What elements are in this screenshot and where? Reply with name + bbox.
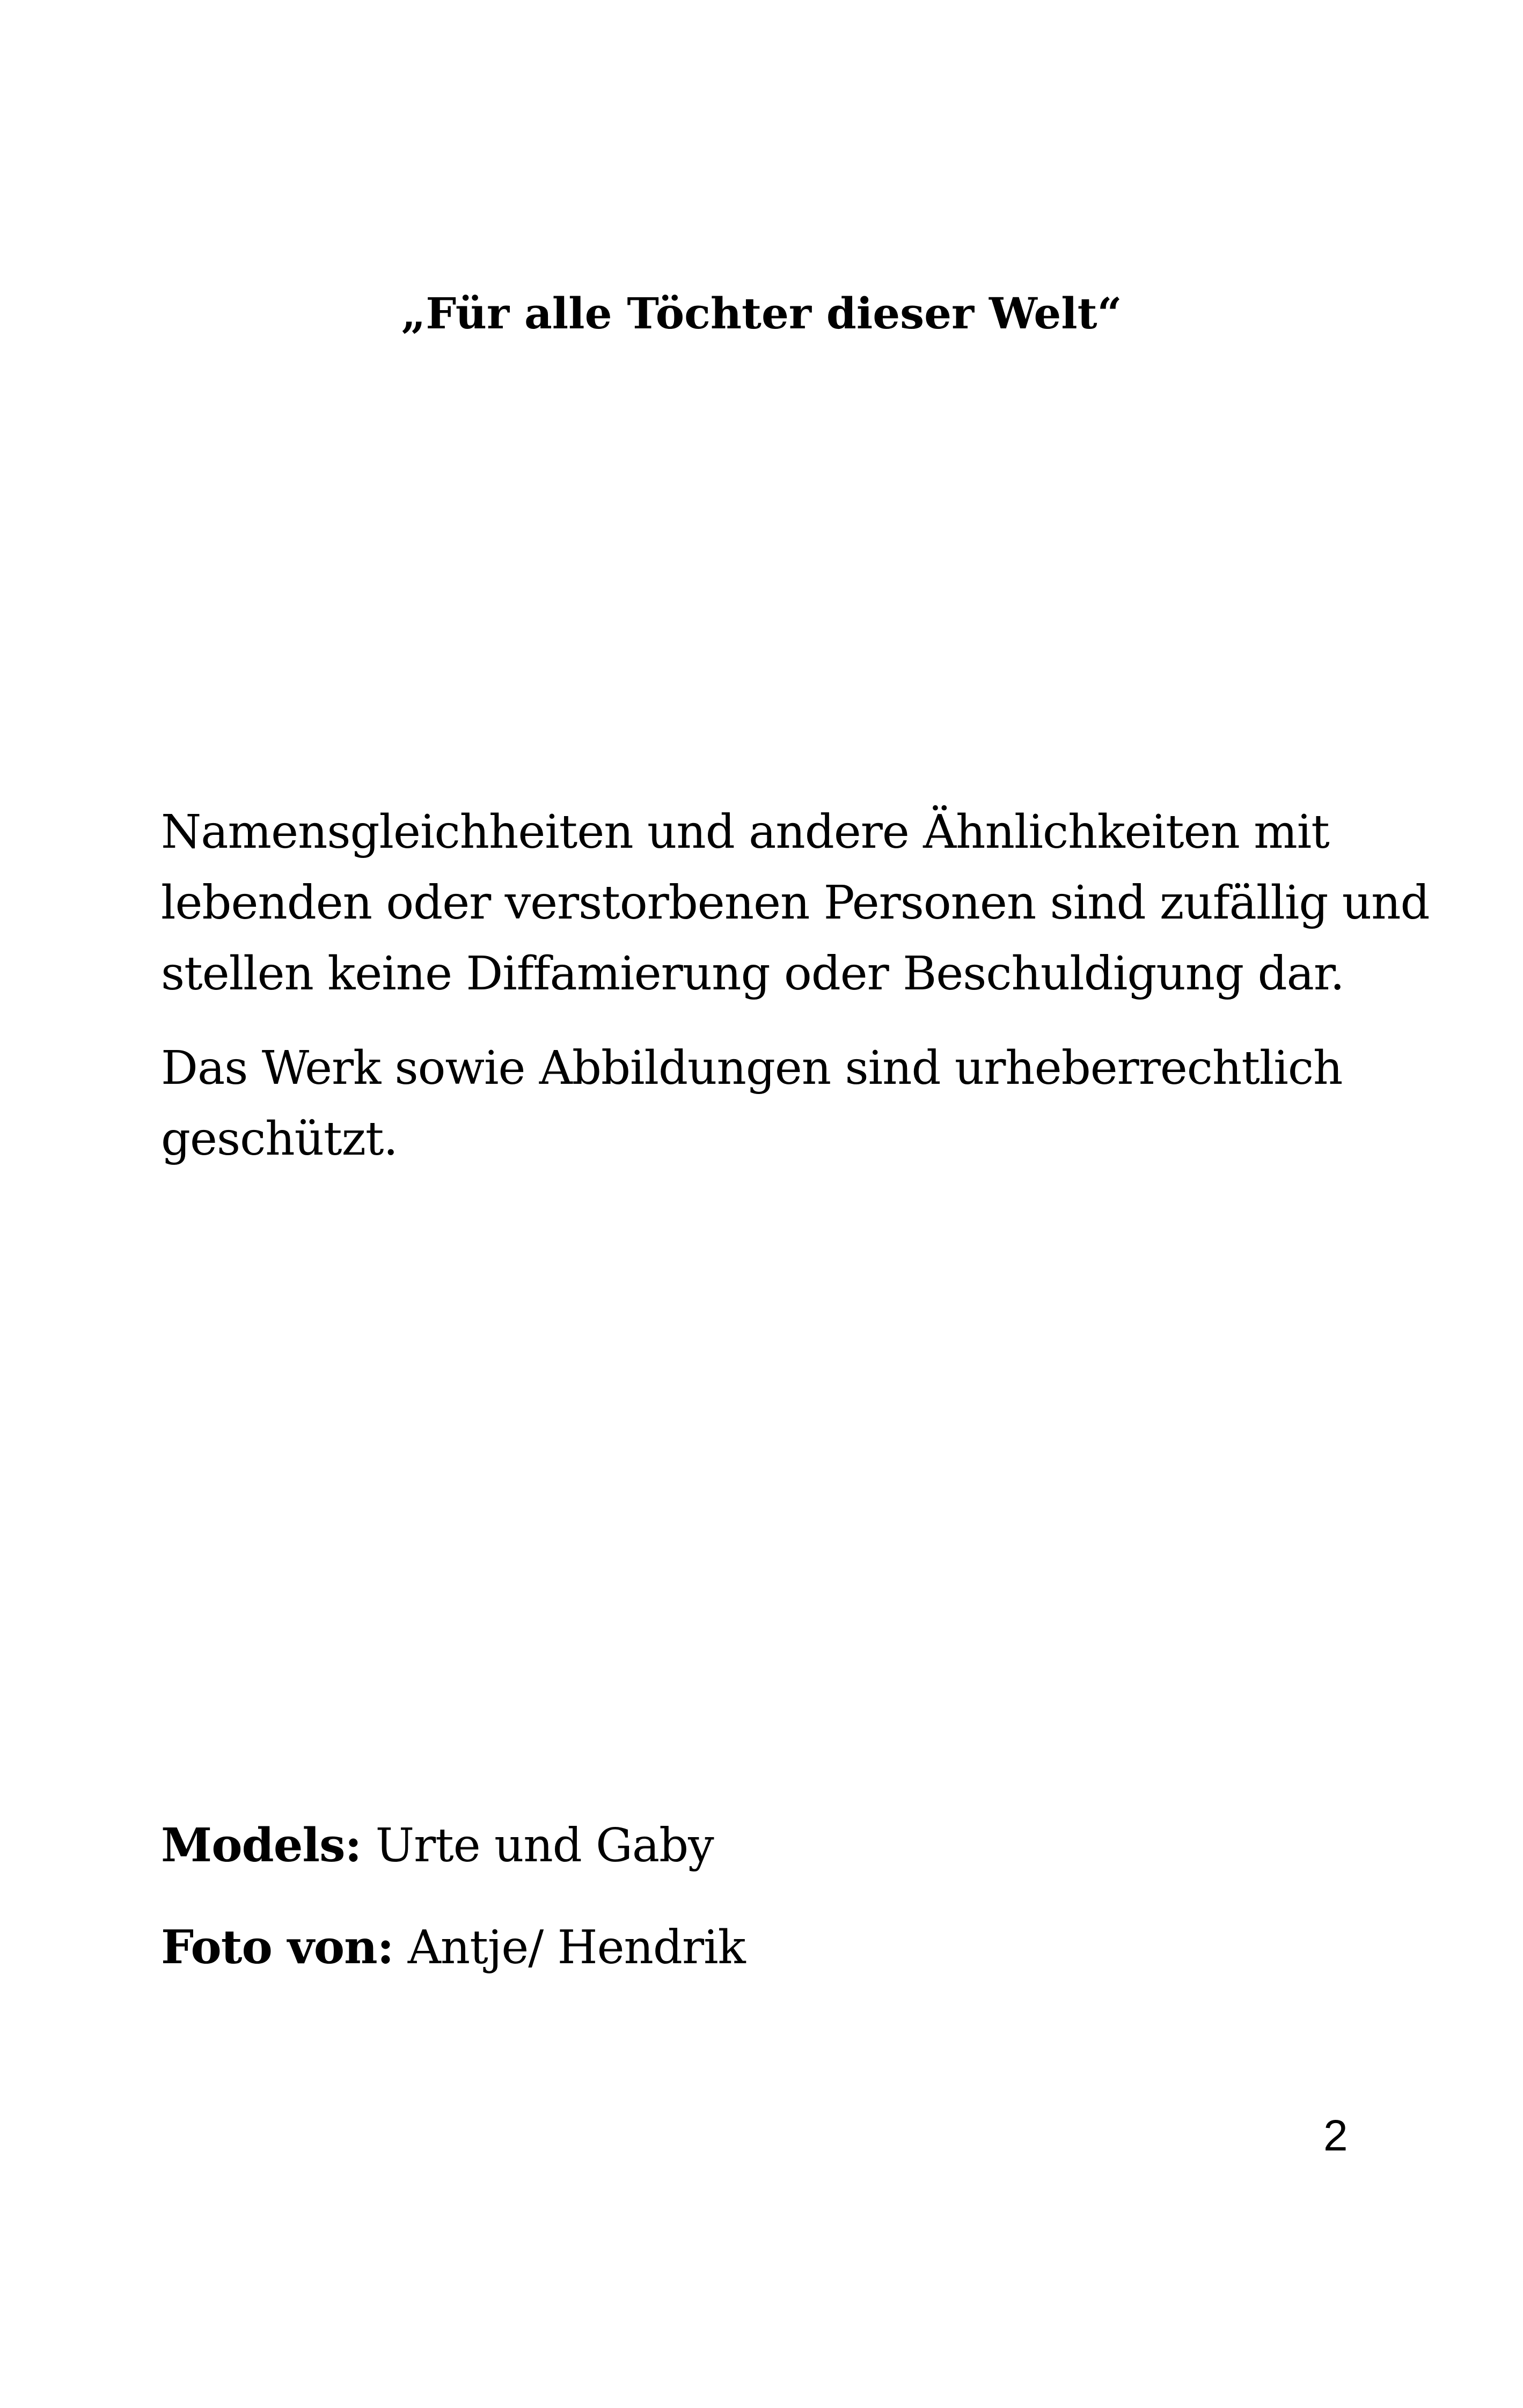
copyright-line: geschützt. xyxy=(161,1112,398,1166)
disclaimer-line: stellen keine Diffamierung oder Beschuldigung dar. xyxy=(161,947,1344,1001)
models-credit xyxy=(161,1818,714,1874)
dedication-title: „Für alle Töchter dieser Welt“ xyxy=(401,288,1122,339)
photo-credit xyxy=(161,1920,745,1976)
models-label: Models: xyxy=(161,1818,362,1873)
disclaimer-line: Namensgleichheiten und andere Ähnlichkeiten mit xyxy=(161,805,1329,859)
copyright-line: Das Werk sowie Abbildungen sind urheberrechtlich xyxy=(161,1041,1343,1095)
page-number: 2 xyxy=(1323,2111,1348,2160)
photo-value: Antje/ Hendrik xyxy=(393,1921,745,1974)
disclaimer-line: lebenden oder verstorbenen Personen sind zufällig und xyxy=(161,876,1430,930)
photo-label: Foto von: xyxy=(161,1920,394,1974)
models-value: Urte und Gaby xyxy=(361,1819,714,1873)
disclaimer-paragraph xyxy=(161,797,1430,1009)
copyright-paragraph xyxy=(161,1033,1352,1174)
